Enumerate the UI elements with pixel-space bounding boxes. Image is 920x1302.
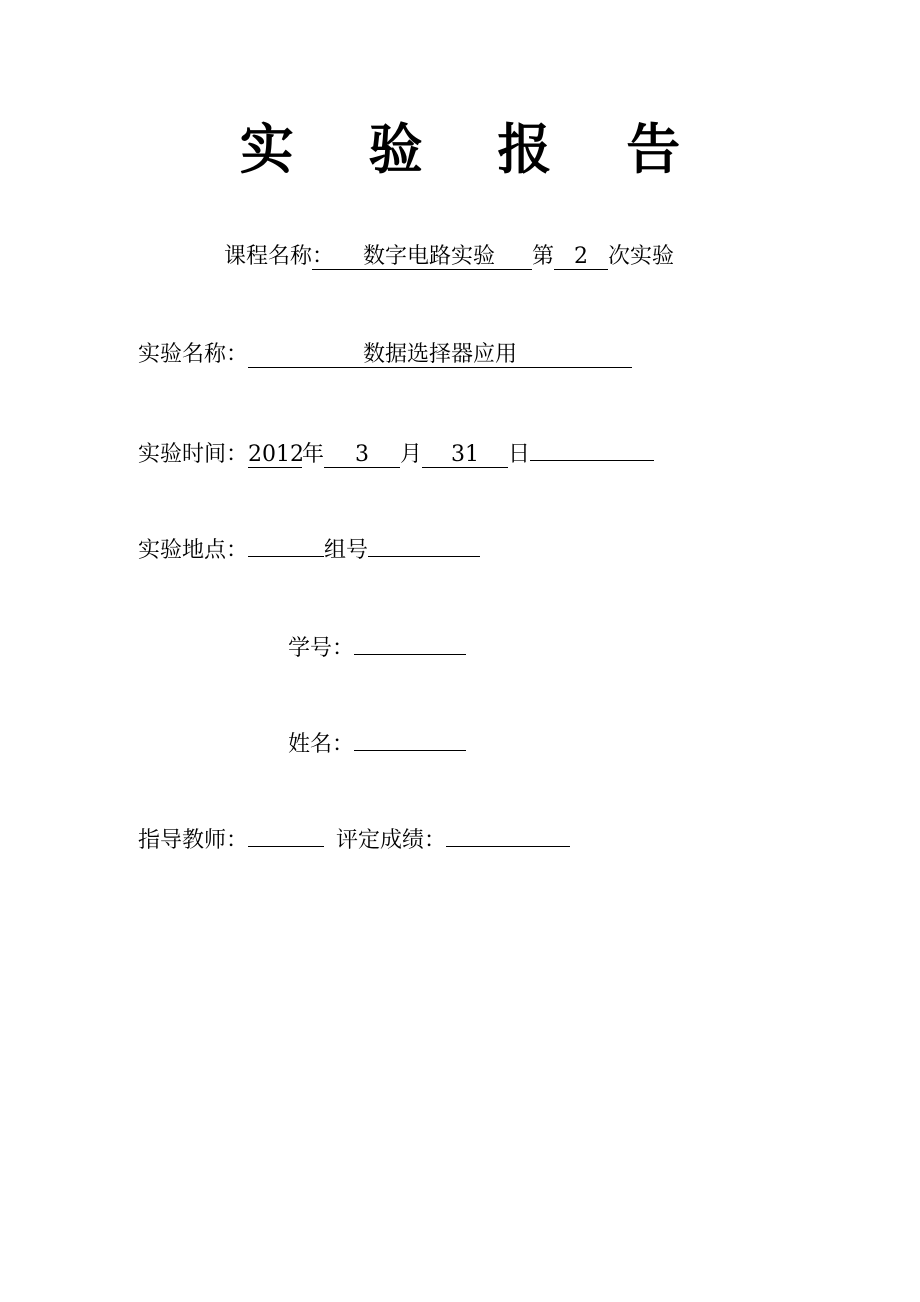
group-label: 组号: [324, 538, 369, 563]
experiment-name-label: 实验名称：: [138, 342, 249, 367]
day-unit: 日: [508, 442, 531, 467]
course-colon: ：: [312, 244, 335, 269]
student-id-label: 学号：: [288, 636, 355, 661]
day-field[interactable]: 31: [422, 443, 508, 468]
experiment-name-line: [138, 340, 632, 370]
student-name-label: 姓名：: [288, 732, 355, 757]
experiment-name-field[interactable]: 数据选择器应用: [248, 343, 632, 368]
course-count-field[interactable]: 2: [554, 245, 608, 270]
course-line: [224, 242, 674, 272]
course-count-prefix: 第: [532, 244, 555, 269]
teacher-field[interactable]: [248, 822, 324, 847]
course-count-suffix: 次实验: [608, 244, 675, 269]
student-name-field[interactable]: [354, 726, 466, 751]
location-label: 实验地点：: [138, 538, 249, 563]
time-extra-field[interactable]: [530, 436, 654, 461]
year-unit: 年: [302, 442, 325, 467]
report-title: 实 验 报 告: [239, 118, 709, 181]
student-id-field[interactable]: [354, 630, 466, 655]
month-unit: 月: [400, 442, 423, 467]
group-field[interactable]: [368, 532, 480, 557]
location-line: [138, 532, 480, 566]
experiment-time-line: [138, 436, 654, 470]
year-field[interactable]: 2012: [248, 442, 305, 467]
grade-field[interactable]: [446, 822, 570, 847]
grade-label: 评定成绩：: [336, 828, 447, 853]
location-field[interactable]: [248, 532, 324, 557]
student-name-line: [288, 726, 466, 760]
student-id-line: [288, 630, 466, 664]
teacher-label: 指导教师：: [138, 828, 249, 853]
teacher-line: [138, 822, 570, 856]
experiment-time-label: 实验时间：: [138, 442, 249, 467]
course-label: 课程名称: [224, 244, 313, 269]
month-field[interactable]: 3: [324, 443, 400, 468]
course-name-field[interactable]: 数字电路实验: [326, 245, 532, 270]
